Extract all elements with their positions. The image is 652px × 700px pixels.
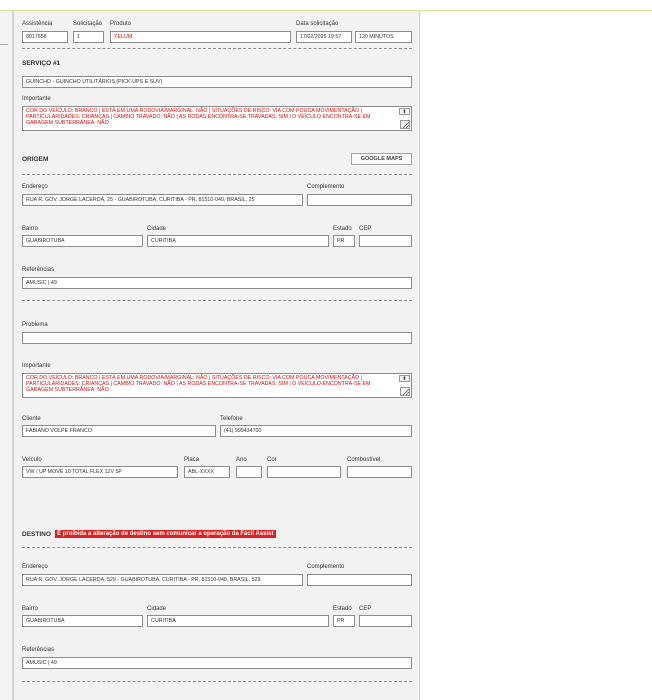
solicitacao-input[interactable]: 1	[73, 31, 104, 43]
detalhes-importante-label: Importante	[22, 363, 51, 369]
destino-bairro-label: Bairro	[22, 606, 39, 612]
resize-grip-icon[interactable]	[400, 387, 410, 396]
destino-cep-label: CEP	[359, 606, 372, 612]
problema-label: Problema	[22, 322, 48, 328]
placa-input[interactable]: ABL-XXXX	[184, 466, 230, 478]
veiculo-label: Veículo	[22, 457, 42, 463]
origem-cidade-input[interactable]: CURITIBA	[147, 235, 329, 247]
veiculo-input[interactable]: VW / UP MOVE 10 TOTAL FLEX 12V 5P	[22, 466, 178, 478]
destino-estado-label: Estado	[333, 606, 352, 612]
servico-importante-text: COR DO VEÍCULO: BRANCO | ESTÁ EM UMA RODOVIA/MARGINAL: NÃO | SITUAÇÕES DE RISCO: VIA COM POUCA MOVIMENTAÇÃO | PARTICULARIDADES: CRIANÇAS | CAMBIO TRAVADO: NÃO | AS RODAS ENCONTRA-SE TRAVADAS: SIM | O VEÍCULO ENCONTRA-SE EM GARAGEM SUBTERRÂNEA: NÃO	[26, 108, 371, 127]
origem-referencias-input[interactable]: AMUSIC | 49	[22, 277, 412, 289]
destino-title: DESTINO	[22, 531, 51, 538]
destino-referencias-label: Referências	[22, 647, 55, 653]
detalhes-importante-text: COR DO VEÍCULO: BRANCO | ESTÁ EM UMA RODOVIA/MARGINAL: NÃO | SITUAÇÕES DE RISCO: VIA COM POUCA MOVIMENTAÇÃO | PARTICULARIDADES: CRIANÇAS | CAMBIO TRAVADO: NÃO | AS RODAS ENCONTRA-SE TRAVADAS: SIM | O VEÍCULO ENCONTRA-SE EM GARAGEM SUBTERRÂNEA: NÃO	[26, 375, 371, 394]
placa-label: Placa	[184, 457, 200, 463]
origem-title: ORIGEM	[22, 156, 49, 163]
destino-bairro-input[interactable]: GUABIROTUBA	[22, 615, 143, 627]
cliente-label: Cliente	[22, 416, 41, 422]
destino-complemento-label: Complemento	[307, 564, 345, 570]
divider	[22, 300, 412, 301]
destino-complemento-input[interactable]	[307, 574, 412, 586]
divider	[22, 681, 412, 682]
destino-warning-badge: É proibida a alteração de destino sem comunicar a operação da Fácil Assist	[57, 531, 274, 537]
assistencia-input[interactable]: 8017658	[22, 31, 68, 43]
origem-cidade-label: Cidade	[147, 226, 167, 232]
sidebar-tick	[0, 44, 8, 45]
destino-endereco-label: Endereço	[22, 564, 48, 570]
detalhes-importante-textarea[interactable]	[22, 373, 412, 398]
origem-bairro-label: Bairro	[22, 226, 39, 232]
google-maps-button[interactable]: GOOGLE MAPS	[351, 153, 412, 165]
servico-title: SERVIÇO #1	[22, 60, 61, 67]
spinner-icon[interactable]: ⬍	[399, 108, 410, 115]
origem-estado-label: Estado	[333, 226, 352, 232]
data-solicitacao-label: Data solicitação	[296, 21, 339, 27]
servico-tipo-input[interactable]: GUINCHO - GUINCHO UTILITÁRIOS (PICK-UPS E SUV)	[22, 76, 412, 88]
ano-label: Ano	[236, 457, 247, 463]
destino-referencias-input[interactable]: AMUSIC | 49	[22, 657, 412, 669]
origem-bairro-input[interactable]: GUABIROTUBA	[22, 235, 143, 247]
divider	[22, 174, 412, 175]
cor-input[interactable]	[267, 466, 341, 478]
cor-label: Cor	[267, 457, 277, 463]
combustivel-label: Combustível	[347, 457, 381, 463]
divider	[22, 48, 412, 49]
destino-endereco-input[interactable]: RUA R. GOV. JORGE LACERDA, 529 - GUABIROTUBA, CURITIBA - PR, 81510-040, BRASIL, 529	[22, 574, 303, 586]
origem-cep-input[interactable]	[359, 235, 412, 247]
origem-complemento-input[interactable]	[307, 194, 412, 206]
tempo-input[interactable]: 120 MINUTOS	[355, 31, 412, 43]
servico-importante-textarea[interactable]	[22, 106, 412, 131]
servico-importante-label: Importante	[22, 96, 51, 102]
spinner-icon[interactable]: ⬍	[399, 375, 410, 382]
cliente-input[interactable]: FABIANO VOLPE FRANCO	[22, 425, 216, 437]
resize-grip-icon[interactable]	[400, 120, 410, 129]
assistencia-label: Assistência	[22, 21, 53, 27]
destino-cep-input[interactable]	[359, 615, 412, 627]
destino-cidade-label: Cidade	[147, 606, 167, 612]
origem-cep-label: CEP	[359, 226, 372, 232]
data-solicitacao-input[interactable]: 17/02/2025 19:57	[296, 31, 352, 43]
origem-referencias-label: Referências	[22, 267, 55, 273]
produto-label: Produto	[110, 21, 132, 27]
divider	[22, 547, 412, 548]
service-form-panel	[13, 11, 420, 700]
solicitacao-label: Solicitação	[73, 21, 103, 27]
telefone-input[interactable]: (41) 999434700	[220, 425, 412, 437]
left-sidebar	[0, 11, 13, 700]
origem-complemento-label: Complemento	[307, 184, 345, 190]
origem-endereco-input[interactable]: RUA R. GOV. JORGE LACERDA, 25 - GUABIROTUBA, CURITIBA - PR, 81510-040, BRASIL, 25	[22, 194, 303, 206]
destino-estado-input[interactable]: PR	[333, 615, 355, 627]
origem-endereco-label: Endereço	[22, 184, 48, 190]
telefone-label: Telefone	[220, 416, 243, 422]
problema-input[interactable]	[22, 332, 412, 344]
produto-input[interactable]: YELUM	[110, 31, 291, 43]
origem-estado-input[interactable]: PR	[333, 235, 355, 247]
ano-input[interactable]	[236, 466, 262, 478]
destino-cidade-input[interactable]: CURITIBA	[147, 615, 329, 627]
combustivel-input[interactable]	[347, 466, 412, 478]
